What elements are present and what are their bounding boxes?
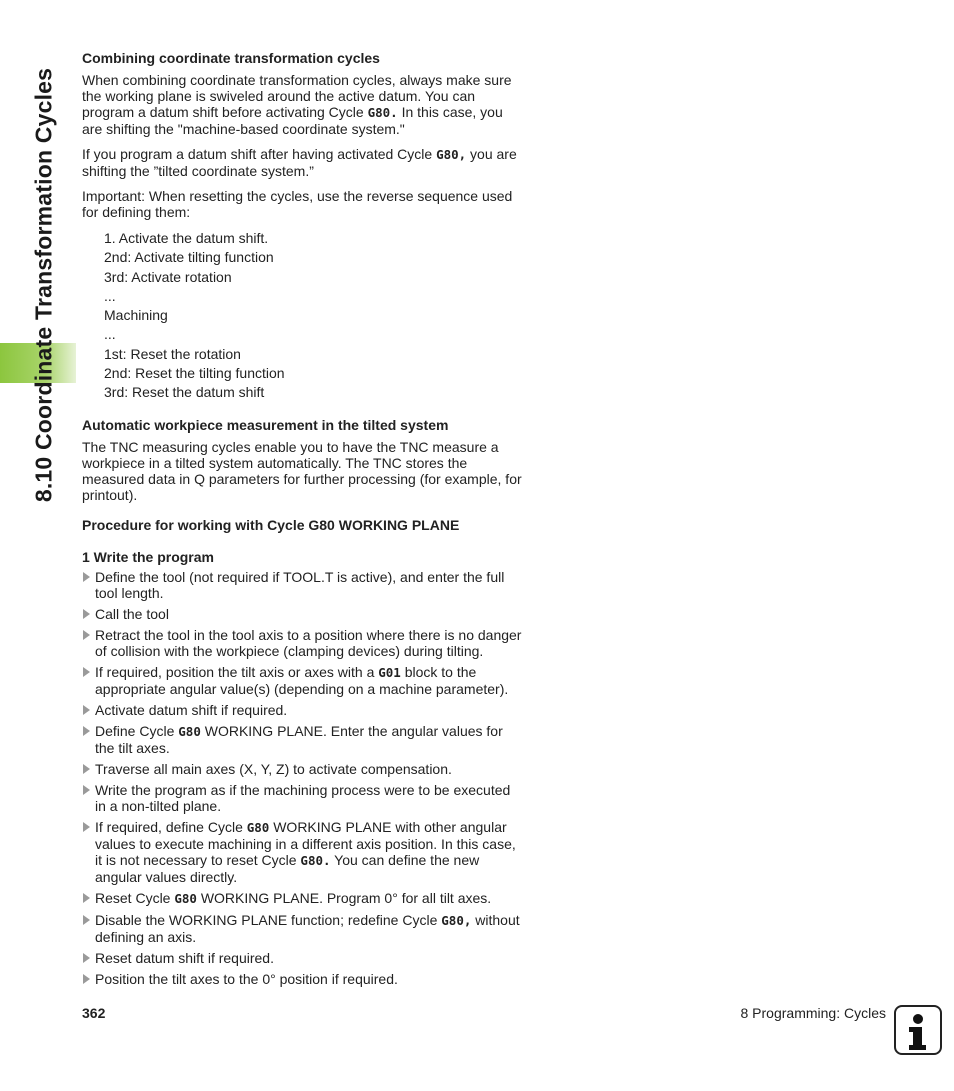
text: block to the appropriate angular value(s) (depending on a machine parameter).	[95, 663, 509, 697]
step-item	[82, 664, 524, 697]
sequence-item: 1. Activate the datum shift.	[104, 230, 269, 246]
info-icon	[894, 1005, 942, 1055]
code-text: G80,	[441, 912, 472, 928]
text: When combining coordinate transformation cycles, always make sure the working plane is swiveled around the active datum. You can program a datum shift before activating Cycle	[82, 72, 512, 120]
text: If required, define Cycle	[95, 818, 247, 835]
step-item	[82, 606, 524, 622]
bullet-arrow-icon	[83, 667, 90, 677]
subheading: 1 Write the program	[82, 548, 214, 565]
bullet-arrow-icon	[83, 915, 90, 925]
text: WORKING PLANE. Enter the angular values for the tilt axes.	[95, 722, 503, 756]
page-number: 362	[82, 1005, 106, 1021]
text: If required, position the tilt axis or axes with a	[95, 663, 379, 680]
bullet-arrow-icon	[83, 572, 90, 582]
text: without defining an axis.	[95, 911, 520, 945]
code-text: G80	[246, 819, 270, 835]
bullet-arrow-icon	[83, 764, 90, 774]
sidebar-title	[24, 50, 64, 520]
text: Traverse all main axes (X, Y, Z) to activate compensation.	[95, 760, 452, 777]
sequence-item: 3rd: Reset the datum shift	[104, 384, 265, 401]
text: Define the tool (not required if TOOL.T is active), and enter the full tool length.	[95, 568, 505, 601]
text: you are shifting the ”tilted coordinate system.”	[82, 146, 517, 179]
code-text: G80.	[300, 852, 331, 868]
code-text: G80	[174, 890, 197, 906]
bullet-arrow-icon	[83, 630, 90, 640]
step-item	[82, 950, 524, 966]
sequence-item: 2nd: Activate tilting function	[104, 249, 274, 266]
chapter-label: 8 Programming: Cycles	[740, 1005, 886, 1021]
section-heading: Automatic workpiece measurement in the tilted system	[82, 416, 449, 433]
step-item	[82, 627, 524, 659]
text: Activate datum shift if required.	[95, 701, 288, 718]
bullet-arrow-icon	[83, 893, 90, 903]
sequence-list	[104, 229, 524, 403]
text: Call the tool	[95, 605, 169, 622]
text: Position the tilt axes to the 0° position if required.	[95, 970, 398, 987]
code-text: G80,	[436, 147, 467, 162]
text: Reset Cycle	[95, 889, 175, 906]
step-item	[82, 912, 524, 945]
bullet-arrow-icon	[83, 785, 90, 795]
code-text: G80	[178, 723, 201, 739]
code-text: G80.	[367, 105, 398, 120]
sequence-item: 3rd: Activate rotation	[104, 268, 232, 285]
text: Reset datum shift if required.	[95, 949, 274, 966]
sequence-item: 2nd: Reset the tilting function	[104, 365, 285, 382]
step-list	[82, 569, 524, 987]
page-content	[82, 50, 524, 992]
step-item	[82, 819, 524, 885]
sequence-item: ...	[104, 287, 116, 304]
text: You can define the new angular values directly.	[95, 851, 480, 885]
step-item	[82, 890, 524, 907]
section-heading: Combining coordinate transformation cycles	[82, 50, 380, 66]
bullet-arrow-icon	[83, 609, 90, 619]
step-item	[82, 761, 524, 777]
step-item	[82, 782, 524, 814]
sequence-item: 1st: Reset the rotation	[104, 345, 241, 362]
paragraph	[82, 146, 524, 179]
bullet-arrow-icon	[83, 953, 90, 963]
text: WORKING PLANE. Program 0° for all tilt axes.	[196, 889, 492, 906]
paragraph	[82, 72, 524, 137]
info-icon-glyph	[896, 1007, 940, 1053]
sequence-item: Machining	[104, 307, 168, 324]
section-heading: Procedure for working with Cycle G80 WORKING PLANE	[82, 516, 460, 533]
step-item	[82, 702, 524, 718]
sidebar-title-text: 8.10 Coordinate Transformation Cycles	[30, 67, 57, 503]
code-text: G01	[378, 664, 401, 680]
text: Disable the WORKING PLANE function; redefine Cycle	[95, 911, 442, 928]
text: WORKING PLANE with other angular values to execute machining in a different axis position. In this case, it is not necessary to reset Cycle	[95, 818, 516, 868]
step-item	[82, 569, 524, 601]
text: If you program a datum shift after having activated Cycle	[82, 146, 437, 162]
text: In this case, you are shifting the "machine-based coordinate system."	[82, 104, 503, 137]
text: Write the program as if the machining process were to be executed in a non-tilted plane.	[95, 781, 511, 814]
bullet-arrow-icon	[83, 974, 90, 984]
paragraph: Important: When resetting the cycles, use the reverse sequence used for defining them:	[82, 188, 513, 220]
bullet-arrow-icon	[83, 726, 90, 736]
step-item	[82, 723, 524, 756]
step-item	[82, 971, 524, 987]
text: Retract the tool in the tool axis to a position where there is no danger of collision with the workpiece (clamping devices) during tilting.	[95, 626, 522, 659]
bullet-arrow-icon	[83, 705, 90, 715]
text: Define Cycle	[95, 722, 179, 739]
paragraph: The TNC measuring cycles enable you to have the TNC measure a workpiece in a tilted system automatically. The TNC stores the measured data in Q parameters for further processing (for example, for printout).	[82, 438, 522, 503]
sequence-item: ...	[104, 326, 116, 343]
bullet-arrow-icon	[83, 822, 90, 832]
